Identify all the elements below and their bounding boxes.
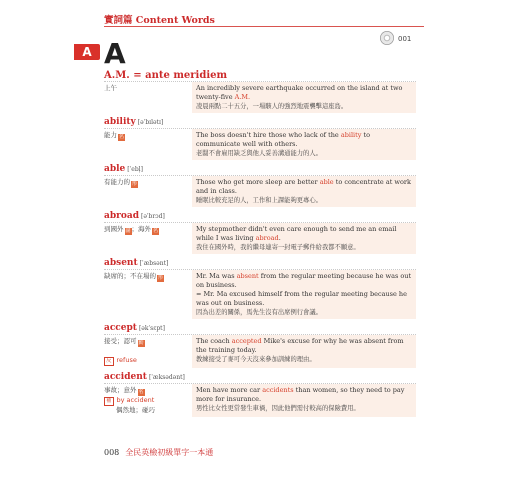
- example: Those who get more sleep are better able to concentrate at work and in class. 睡眠比較充足的人，工作和上課能夠更專心。: [192, 176, 416, 207]
- pos-badge: 名: [118, 134, 124, 140]
- phonetic: [ˈæksədənt]: [148, 374, 185, 381]
- meaning: 上午: [104, 84, 117, 92]
- example: The boss doesn't hire those who lack of the ability to communicate well with others. 老闆不會雇用缺乏與他人妥善溝通能力的人。: [192, 129, 416, 160]
- example: My stepmother didn't even care enough to send me an email while I was living abroad. 我住在國外時，我的繼母連寄一封電子郵件給我都不願意。: [192, 223, 416, 254]
- headword: abroad [əˈbrɔd]: [104, 211, 165, 221]
- page-footer: [104, 447, 213, 458]
- phonetic: [əˈbɪlətɪ]: [137, 119, 164, 126]
- entry-row: [104, 222, 416, 254]
- pos-badge: 名: [152, 228, 158, 234]
- meaning: 能力 名: [104, 131, 124, 140]
- example: An incredibly severe earthquake occurred on the island at two twenty-five A.M. 凌晨兩點二十五分，一場駭人的強烈地震襲擊這座島。: [192, 82, 416, 113]
- header-rule: [104, 26, 424, 27]
- translation: 教練接受了麥可今天沒來參加訓練的理由。: [196, 356, 316, 363]
- meaning: 到國外 副；海外 名: [104, 225, 158, 234]
- antonym-tag: 反: [106, 358, 112, 364]
- phonetic: [ˈæbsənt]: [139, 260, 169, 267]
- headword: accept [əkˈsɛpt]: [104, 323, 165, 333]
- translation: 睡眠比較充足的人，工作和上課能夠更專心。: [196, 197, 322, 204]
- pos-badge: 名: [138, 389, 144, 395]
- headword: absent [ˈæbsənt]: [104, 258, 169, 268]
- headword: ability [əˈbɪlətɪ]: [104, 117, 164, 127]
- headword: accident [ˈæksədənt]: [104, 372, 185, 382]
- pos-badge: 動: [138, 340, 144, 346]
- headword: able [ˈebl̩]: [104, 164, 143, 174]
- section-letter: A: [104, 37, 126, 70]
- meaning: 事故；意外 名 補 by accident 偶然地；碰巧: [104, 386, 155, 414]
- translation: 男性比女性更常發生車禍，因此他們需付較高的保險費用。: [196, 405, 360, 412]
- meaning: 缺席的；不在場的 形: [104, 272, 163, 281]
- entry-row: [104, 175, 416, 207]
- example: Mr. Ma was absent from the regular meeting because he was out on business. = Mr. Ma excused himself from the regular meeting because he was out on business. 因為出差的關係，馬先生沒有出席例行會議。: [192, 270, 416, 319]
- entry-row: [104, 269, 416, 319]
- cd-icon: [380, 31, 394, 45]
- phrase: by accident: [116, 396, 155, 404]
- phonetic: [əkˈsɛpt]: [138, 325, 165, 332]
- phonetic: [ˈebl̩]: [127, 166, 143, 173]
- example: The coach accepted Mike's excuse for why he was absent from the training today. 教練接受了麥可今天沒來參加訓練的理由。: [192, 335, 416, 368]
- translation: 凌晨兩點二十五分，一場駭人的強烈地震襲擊這座島。: [196, 103, 348, 110]
- meaning: 接受；認可 動 反 refuse: [104, 337, 144, 364]
- supplement-tag: 補: [106, 398, 112, 404]
- example: Men have more car accidents than women, so they need to pay more for insurance. 男性比女性更常發生車禍，因此他們需付較高的保險費用。: [192, 384, 416, 417]
- translation: 我住在國外時，我的繼母連寄一封電子郵件給我都不願意。: [196, 244, 360, 251]
- running-header: 實詞篇 Content Words: [104, 15, 215, 26]
- antonym: refuse: [116, 356, 137, 364]
- page-number: 008: [104, 448, 120, 457]
- word-list: [104, 70, 416, 417]
- meaning: 有能力的 形: [104, 178, 137, 187]
- entry-row: [104, 81, 416, 113]
- translation: 因為出差的關係，馬先生沒有出席例行會議。: [196, 309, 322, 316]
- track-number: 001: [398, 35, 412, 43]
- entry-row: [104, 128, 416, 160]
- pos-badge: 副: [125, 228, 131, 234]
- pos-badge: 形: [157, 275, 163, 281]
- pos-badge: 形: [131, 181, 137, 187]
- phonetic: [əˈbrɔd]: [141, 213, 165, 220]
- translation: 老闆不會雇用缺乏與他人妥善溝通能力的人。: [196, 150, 322, 157]
- section-tab: A: [74, 44, 100, 60]
- book-title: 全民英檢初級單字一本通: [125, 448, 214, 457]
- phrase-meaning: 偶然地；碰巧: [116, 406, 155, 414]
- entry-row: [104, 383, 416, 417]
- headword: A.M. = ante meridiem: [104, 70, 228, 81]
- entry-row: [104, 334, 416, 368]
